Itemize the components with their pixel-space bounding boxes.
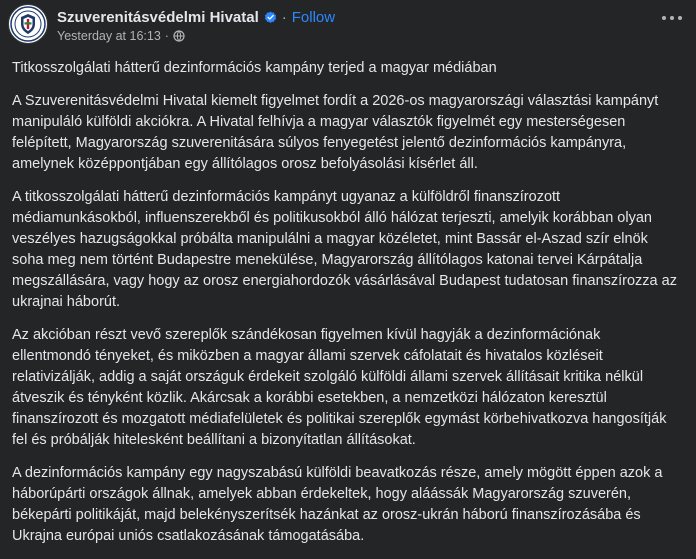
verified-badge-icon [264,11,277,24]
post-body [12,58,682,559]
post-paragraph: A Szuverenitásvédelmi Hivatal kiemelt figyelmet fordít a 2026-os magyarországi választási kampányt manipuláló külföldi akciókra. A Hivatal felhívja a magyar választók figyelmét egy mesterségesen felépített, Magyarország szuverenitására súlyos fenyegetést jelentő dezinformációs kampányra, amelynek középpontjában egy állítólagos orosz befolyásolási kísérlet áll. [12,93,659,172]
page-name-link[interactable]: Szuverenitásvédelmi Hivatal [57,9,259,26]
post-headline: Titkosszolgálati hátterű dezinformációs kampány terjed a magyar médiában [12,60,497,76]
post-paragraph: A dezinformációs kampány egy nagyszabású külföldi beavatkozás része, amely mögött éppen azok a háborúpárti országok állnak, amelyek abban érdekeltek, hogy aláássák Magyarország szuverén, békepárti politikáját, majd belekényszerítsék hazánkat az orosz-ukrán háború finanszírozásába és Ukrajna európai uniós csatlakozásának támogatásába. [12,465,663,544]
post-header [8,4,335,44]
more-dot [662,16,666,20]
post-meta [57,28,335,44]
post-timestamp[interactable]: Yesterday at 16:13 [57,29,161,43]
page-avatar[interactable] [8,4,48,44]
name-row [57,8,335,27]
globe-icon[interactable] [173,30,185,42]
more-dot [678,16,682,20]
more-options-icon[interactable] [662,13,682,23]
post-paragraph: Az akcióban részt vevő szereplők szándékosan figyelmen kívül hagyják a dezinformációnak ellentmondó tényeket, és miközben a magyar állami szervek cáfolatait és hivatalos közléseit relativizálják, addig a saját országuk érdekeit szolgáló külföldi állami szervek állításait kritika nélkül átveszik és tényként közlik. Akárcsak a korábbi esetekben, a nemzetközi hálózaton keresztül finanszírozott és mozgatott médiafelületek és politikai szereplők egymást körbehivatkozva hangosítják fel és próbálják hitelesként beállítani a bizonyítatlan állításokat. [12,327,667,448]
more-dot [670,16,674,20]
follow-button[interactable]: Follow [291,9,336,26]
post-paragraph: A titkosszolgálati hátterű dezinformációs kampányt ugyanaz a külföldről finanszírozott médiamunkásokból, influenszerekből és politikusokból álló hálózat terjeszti, amelyik korábban olyan veszélyes hazugságokkal próbálta manipulálni a magyar közéletet, mint Bassár el-Aszad szír elnök soha meg nem történt Budapestre menekülése, Magyarország állítólagos katonai tervei Kárpátalja megszállására, vagy hogy az orosz energiahordozók vásárlásával Budapest tudatosan finanszírozza az ukrajnai háborút. [12,189,677,310]
header-text [57,8,335,44]
meta-separator: · [164,29,169,43]
name-separator: · [281,9,287,26]
agency-seal-icon [10,6,46,42]
